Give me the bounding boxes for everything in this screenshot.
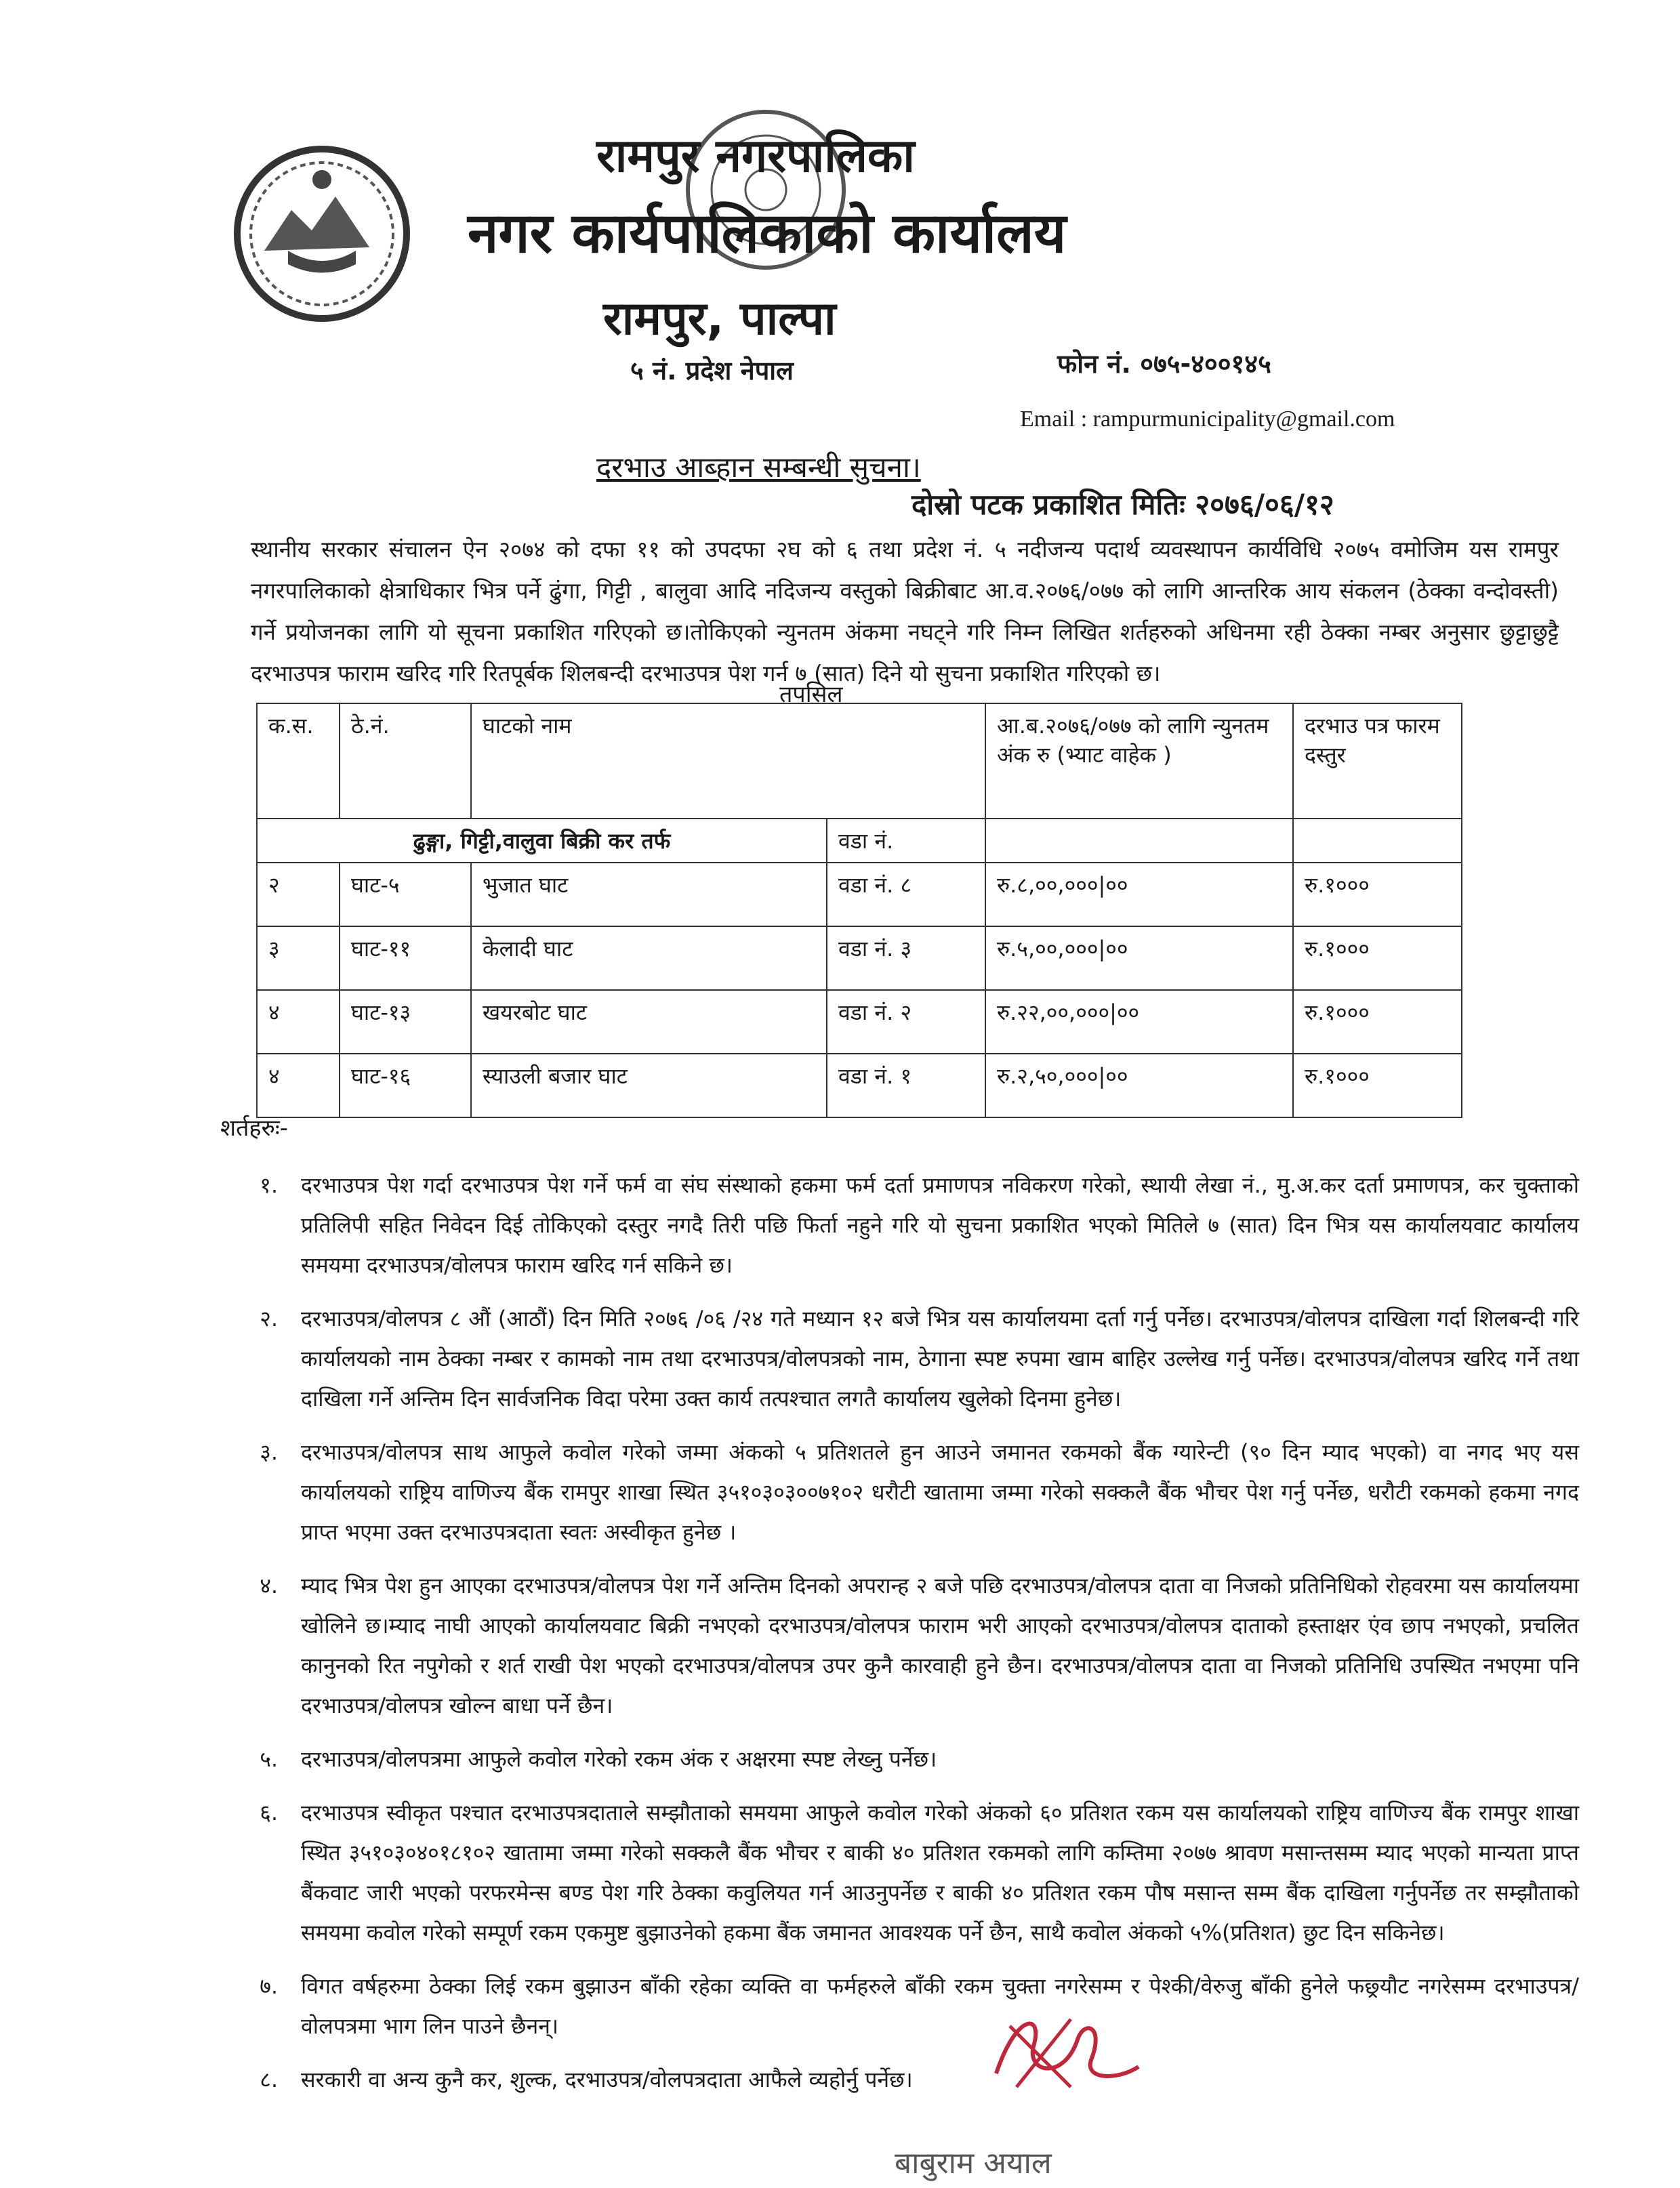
conditions-heading: शर्तहरुः- xyxy=(220,1115,289,1142)
handwritten-signature xyxy=(969,1999,1145,2101)
table-header-row xyxy=(257,703,1462,819)
cell-ward: वडा नं. ३ xyxy=(827,926,985,990)
office-location: रामपुर, पाल्पा xyxy=(603,292,836,346)
condition-number: ४. xyxy=(260,1573,278,1598)
condition-number: २. xyxy=(260,1306,278,1332)
col-header-min-amount: आ.ब.२०७६/०७७ को लागि न्युनतम अंक रु (भ्याट वाहेक ) xyxy=(985,703,1293,819)
condition-text: दरभाउपत्र स्वीकृत पश्चात दरभाउपत्रदाताले सम्झौताको समयमा आफुले कवोल गरेको अंकको ६० प्रतिशत रकम यस कार्यालयको राष्ट्रिय वाणिज्य बैंक रामपुर शाखा स्थित ३५१०३०४०१८१०२ खातामा जम्मा गरेको सक्कलै बैंक भौचर र बाकी ४० प्रतिशत रकमको लागि कम्तिमा २०७७ श्रावण मसान्तसम्म म्याद भएको मान्यता प्राप्त बैंकवाट जारी भएको परफरमेन्स बण्ड पेश गरि ठेक्का कवुलियत गर्न आउनुपर्नेछ र बाकी ४० प्रतिशत रकम पौष मसान्त सम्म बैंक दाखिला गर्नुपर्नेछ तर सम्झौताको समयमा कवोल गरेको सम्पूर्ण रकम एकमुष्ट बुझाउनेको हकमा बैंक जमानत आवश्यक पर्ने छैन, साथै कवोल अंकको ५%(प्रतिशत) छुट दिन सकिनेछ। xyxy=(301,1800,1579,1945)
phone-text: फोन नं. ०७५-४००१४५ xyxy=(1057,349,1271,379)
col-header-ghat-name: घाटको नाम xyxy=(471,703,985,819)
condition-text: दरभाउपत्र/वोलपत्रमा आफुले कवोल गरेको रकम अंक र अक्षरमा स्पष्ट लेख्नु पर्नेछ। xyxy=(301,1746,937,1772)
province-text: ५ नं. प्रदेश नेपाल xyxy=(630,356,794,386)
cell-sn: ३ xyxy=(257,926,340,990)
cell-form-fee: रु.१००० xyxy=(1293,926,1462,990)
nepal-emblem-icon xyxy=(224,136,420,332)
cell-form-fee: रु.१००० xyxy=(1293,990,1462,1054)
cell-contract-no: घाट-१३ xyxy=(340,990,471,1054)
condition-text: विगत वर्षहरुमा ठेक्का लिई रकम बुझाउन बाँकी रहेका व्यक्ति वा फर्महरुले बाँकी रकम चुक्ता नगरेसम्म र पेश्की/वेरुजु बाँकी हुनेले फछ्र्यौट नगरेसम्म दरभाउपत्र/वोलपत्रमा भाग लिन पाउने छैनन्। xyxy=(301,1973,1579,2039)
ghat-table xyxy=(256,703,1462,1118)
condition-number: ३. xyxy=(260,1439,278,1465)
cell-ward: वडा नं. ८ xyxy=(827,863,985,926)
table-row xyxy=(257,863,1462,926)
condition-number: ५. xyxy=(260,1746,278,1772)
condition-text: दरभाउपत्र/वोलपत्र ८ औं (आठौं) दिन मिति २०७६ /०६ /२४ गते मध्यान १२ बजे भित्र यस कार्यालयमा दर्ता गर्नु पर्नेछ। दरभाउपत्र/वोलपत्र दाखिला गर्दा शिलबन्दी गरि कार्यालयको नाम ठेक्का नम्बर र कामको नाम तथा दरभाउपत्र/वोलपत्रको नाम, ठेगाना स्पष्ट रुपमा खाम बाहिर उल्लेख गर्नु पर्नेछ। दरभाउपत्र/वोलपत्र खरिद गर्ने तथा दाखिला गर्ने अन्तिम दिन सार्वजनिक विदा परेमा उक्त कार्य तत्पश्चात लगतै कार्यालय खुलेको दिनमा हुनेछ। xyxy=(301,1306,1579,1411)
condition-number: १. xyxy=(260,1172,278,1198)
condition-number: ८. xyxy=(260,2067,278,2092)
cell-ghat-name: स्याउली बजार घाट xyxy=(471,1054,827,1117)
col-header-form-fee: दरभाउ पत्र फारम दस्तुर xyxy=(1293,703,1462,819)
signatory-name: बाबुराम अयाल xyxy=(895,2146,1052,2181)
list-item xyxy=(217,1299,1579,1419)
col-header-sn: क.स. xyxy=(257,703,340,819)
cell-ghat-name: भुजात घाट xyxy=(471,863,827,926)
cell-min-amount: रु.८,००,०००|०० xyxy=(985,863,1293,926)
list-item xyxy=(217,1566,1579,1726)
cell-sn: ४ xyxy=(257,990,340,1054)
cell-sn: ४ xyxy=(257,1054,340,1117)
cell-min-amount: रु.२२,००,०००|०० xyxy=(985,990,1293,1054)
category-label: ढुङ्गा, गिट्टी,वालुवा बिक्री कर तर्फ xyxy=(257,819,827,863)
notice-title: दरभाउ आब्हान सम्बन्धी सुचना। xyxy=(596,451,921,484)
municipality-name: रामपुर नगरपालिका xyxy=(596,129,915,183)
table-subheader-row xyxy=(257,819,1462,863)
cell-ghat-name: खयरबोट घाट xyxy=(471,990,827,1054)
intro-text: स्थानीय सरकार संचालन ऐन २०७४ को दफा ११ को उपदफा २घ को ६ तथा प्रदेश नं. ५ नदीजन्य पदार्थ व्यवस्थापन कार्यविधि २०७५ वमोजिम यस रामपुर नगरपालिकाको क्षेत्राधिकार भित्र पर्ने ढुंगा, गिट्टी , बालुवा आदि नदिजन्य वस्तुको बिक्रीबाट आ.व.२०७६/०७७ को लागि आन्तरिक आय संकलन (ठेक्का वन्दोवस्ती) गर्ने प्रयोजनका लागि यो सूचना प्रकाशित गरिएको छ।तोकिएको न्युनतम अंकमा नघट्ने गरि निम्न लिखित शर्तहरुको अधिनमा रही ठेक्का नम्बर अनुसार छुट्टाछुट्टै दरभाउपत्र फाराम खरिद गरि रितपूर्बक शिलबन्दी दरभाउपत्र पेश गर्न ७ (सात) दिने यो सुचना प्रकाशित गरिएको छ। xyxy=(251,536,1559,686)
list-item xyxy=(217,1966,1579,2046)
table-row xyxy=(257,990,1462,1054)
cell-min-amount: रु.२,५०,०००|०० xyxy=(985,1054,1293,1117)
table-row xyxy=(257,1054,1462,1117)
intro-paragraph xyxy=(251,529,1559,694)
condition-text: दरभाउपत्र/वोलपत्र साथ आफुले कवोल गरेको जम्मा अंकको ५ प्रतिशतले हुन आउने जमानत रकमको बैंक ग्यारेन्टी (९० दिन म्याद भएको) वा नगद भए यस कार्यालयको राष्ट्रिय वाणिज्य बैंक रामपुर शाखा स्थित ३५१०३०३००७१०२ धरौटी खातामा जम्मा गरेको सक्कलै बैंक भौचर पेश गर्नु पर्नेछ, धरौटी रकमको हकमा नगद प्राप्त भएमा उक्त दरभाउपत्रदाता स्वतः अस्वीकृत हुनेछ । xyxy=(301,1439,1579,1545)
published-date: दोस्रो पटक प्रकाशित मितिः २०७६/०६/१२ xyxy=(911,488,1334,521)
list-item xyxy=(217,1793,1579,1953)
cell-min-amount: रु.५,००,०००|०० xyxy=(985,926,1293,990)
tapsil-label: तपसिल xyxy=(779,681,843,708)
ward-header: वडा नं. xyxy=(827,819,985,863)
list-item xyxy=(217,1739,1579,1779)
cell-ward: वडा नं. २ xyxy=(827,990,985,1054)
cell-ghat-name: केलादी घाट xyxy=(471,926,827,990)
condition-text: सरकारी वा अन्य कुनै कर, शुल्क, दरभाउपत्र/वोलपत्रदाता आफैले व्यहोर्नु पर्नेछ। xyxy=(301,2067,913,2092)
condition-text: म्याद भित्र पेश हुन आएका दरभाउपत्र/वोलपत्र पेश गर्ने अन्तिम दिनको अपरान्ह २ बजे पछि दरभाउपत्र/वोलपत्र दाता वा निजको प्रतिनिधिको रोहवरमा यस कार्यालयमा खोलिने छ।म्याद नाघी आएको कार्यालयवाट बिक्री नभएको दरभाउपत्र/वोलपत्र फाराम भरी आएको दरभाउपत्र/वोलपत्र दाताको हस्ताक्षर एंव छाप नभएको, प्रचलित कानुनको रित नपुगेको र शर्त राखी पेश भएको दरभाउपत्र/वोलपत्र उपर कुनै कारवाही हुने छैन। दरभाउपत्र/वोलपत्र दाता वा निजको प्रतिनिधि उपस्थित नभएमा पनि दरभाउपत्र/वोलपत्र खोल्न बाधा पर्ने छैन। xyxy=(301,1573,1579,1718)
cell-form-fee: रु.१००० xyxy=(1293,863,1462,926)
conditions-list xyxy=(217,1165,1579,2113)
condition-number: ६. xyxy=(260,1800,278,1825)
list-item xyxy=(217,1165,1579,1285)
col-header-contract-no: ठे.नं. xyxy=(340,703,471,819)
cell-sn: २ xyxy=(257,863,340,926)
email-text: Email : rampurmunicipality@gmail.com xyxy=(1020,407,1395,432)
list-item xyxy=(217,1432,1579,1552)
list-item xyxy=(217,2060,1579,2100)
table-row xyxy=(257,926,1462,990)
condition-number: ७. xyxy=(260,1973,278,1999)
cell-contract-no: घाट-११ xyxy=(340,926,471,990)
cell-ward: वडा नं. १ xyxy=(827,1054,985,1117)
cell-contract-no: घाट-५ xyxy=(340,863,471,926)
office-name: नगर कार्यपालिकाको कार्यालय xyxy=(468,201,1067,266)
cell-form-fee: रु.१००० xyxy=(1293,1054,1462,1117)
cell-contract-no: घाट-१६ xyxy=(340,1054,471,1117)
condition-text: दरभाउपत्र पेश गर्दा दरभाउपत्र पेश गर्ने फर्म वा संघ संस्थाको हकमा फर्म दर्ता प्रमाणपत्र नविकरण गरेको, स्थायी लेखा नं., मु.अ.कर दर्ता प्रमाणपत्र, कर चुक्ताको प्रतिलिपी सहित निवेदन दिई तोकिएको दस्तुर नगदै तिरी पछि फिर्ता नहुने गरि यो सुचना प्रकाशित भएको मितिले ७ (सात) दिन भित्र यस कार्यालयवाट कार्यालय समयमा दरभाउपत्र/वोलपत्र फाराम खरिद गर्न सकिने छ। xyxy=(301,1172,1579,1278)
